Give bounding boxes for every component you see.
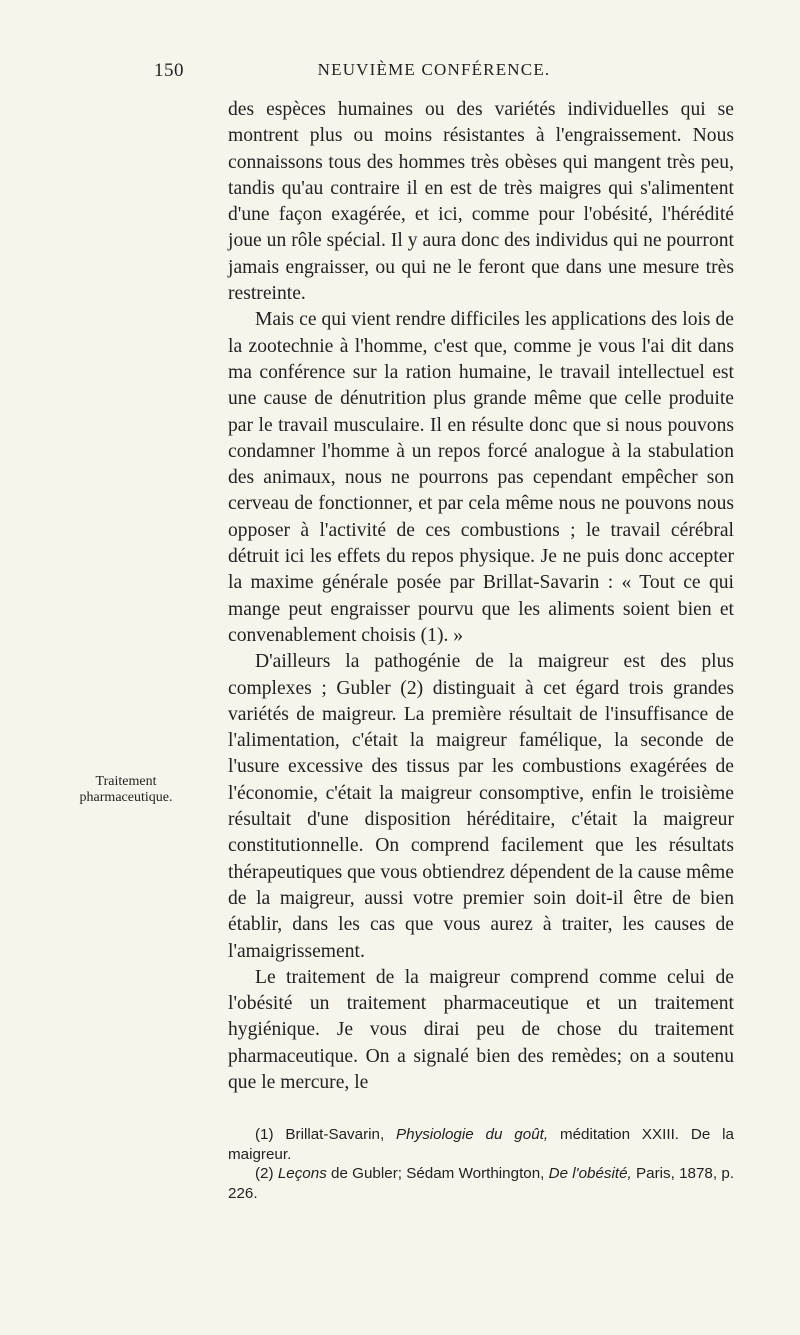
footnote-2 <box>228 1164 734 1203</box>
paragraph-1: des espèces humaines ou des variétés individuelles qui se montrent plus ou moins résistantes à l'engraissement. Nous connaissons tous des hommes très obèses qui mangent très peu, tandis qu'au contraire il en est de très maigres qui s'alimentent d'une façon exagérée, et ici, comme pour l'obésité, l'hérédité joue un rôle spécial. Il y aura donc des individus qui ne pourront jamais engraisser, ou qui ne le feront que dans une mesure très restreinte. <box>228 99 734 305</box>
footnote-detail: Paris, 1878, p. 226. <box>228 1165 734 1202</box>
page-header <box>154 60 714 90</box>
footnote-author: Brillat-Savarin, <box>285 1126 385 1143</box>
footnote-title: Leçons <box>277 1165 327 1182</box>
footnote-title-2: De l'obésité, <box>548 1165 632 1182</box>
page-number: 150 <box>154 60 184 81</box>
margin-note: Traitement pharmaceutique. <box>79 774 173 805</box>
paragraph-3: D'ailleurs la pathogénie de la maigreur est des plus complexes ; Gubler (2) distinguait à cet égard trois grandes variétés de maigreur. La première résultait de l'insuffisance de l'alimentation, c'était la maigreur famélique, la seconde de l'usure excessive des tissus par les combustions exagérées de l'économie, c'était la maigreur consomptive, enfin le troisième résultait d'une disposition héréditaire, c'était la maigreur constitutionnelle. On comprend facilement que les résultats thérapeutiques que vous obtiendrez dépendent de la cause même de la maigreur, aussi votre premier soin doit-il être de bien établir, dans les cas que vous aurez à traiter, les causes de l'amaigrissement. <box>228 651 734 962</box>
body-text <box>228 97 734 1096</box>
running-title: NEUVIÈME CONFÉRENCE. <box>317 60 551 79</box>
footnote-1 <box>228 1125 734 1164</box>
footnote-author: de Gubler; Sédam Worthington, <box>331 1165 545 1182</box>
footnote-detail: méditation XXIII. De la maigreur. <box>228 1126 734 1163</box>
footnote-number: (2) <box>255 1165 274 1182</box>
paragraph-2: Mais ce qui vient rendre difficiles les applications des lois de la zootechnie à l'homme, c'est que, comme je vous l'ai dit dans ma conférence sur la ration humaine, le travail intellectuel est une cause de dénutrition plus grande même que celle produite par le travail musculaire. Il en résulte donc que si nous pouvons condamner l'homme à un repos forcé analogue à la stabulation des animaux, nous ne pourrons pas cependant empêcher son cerveau de fonctionner, et par cela même nous ne pouvons nous opposer à l'activité de ces combustions ; le travail cérébral détruit ici les effets du repos physique. Je ne puis donc accepter la maxime générale posée par Brillat-Savarin : « Tout ce qui mange peut engraisser pourvu que les aliments soient bien et convenablement choisis (1). » <box>228 309 734 646</box>
paragraph-4: Le traitement de la maigreur comprend comme celui de l'obésité un traitement pharmaceutique et un traitement hygiénique. Je vous dirai peu de chose du traitement pharmaceutique. On a signalé bien des remèdes; on a soutenu que le mercure, le <box>228 966 734 1093</box>
footnotes <box>228 1125 734 1203</box>
footnote-number: (1) <box>255 1126 274 1143</box>
footnote-title: Physiologie du goût, <box>396 1126 549 1143</box>
